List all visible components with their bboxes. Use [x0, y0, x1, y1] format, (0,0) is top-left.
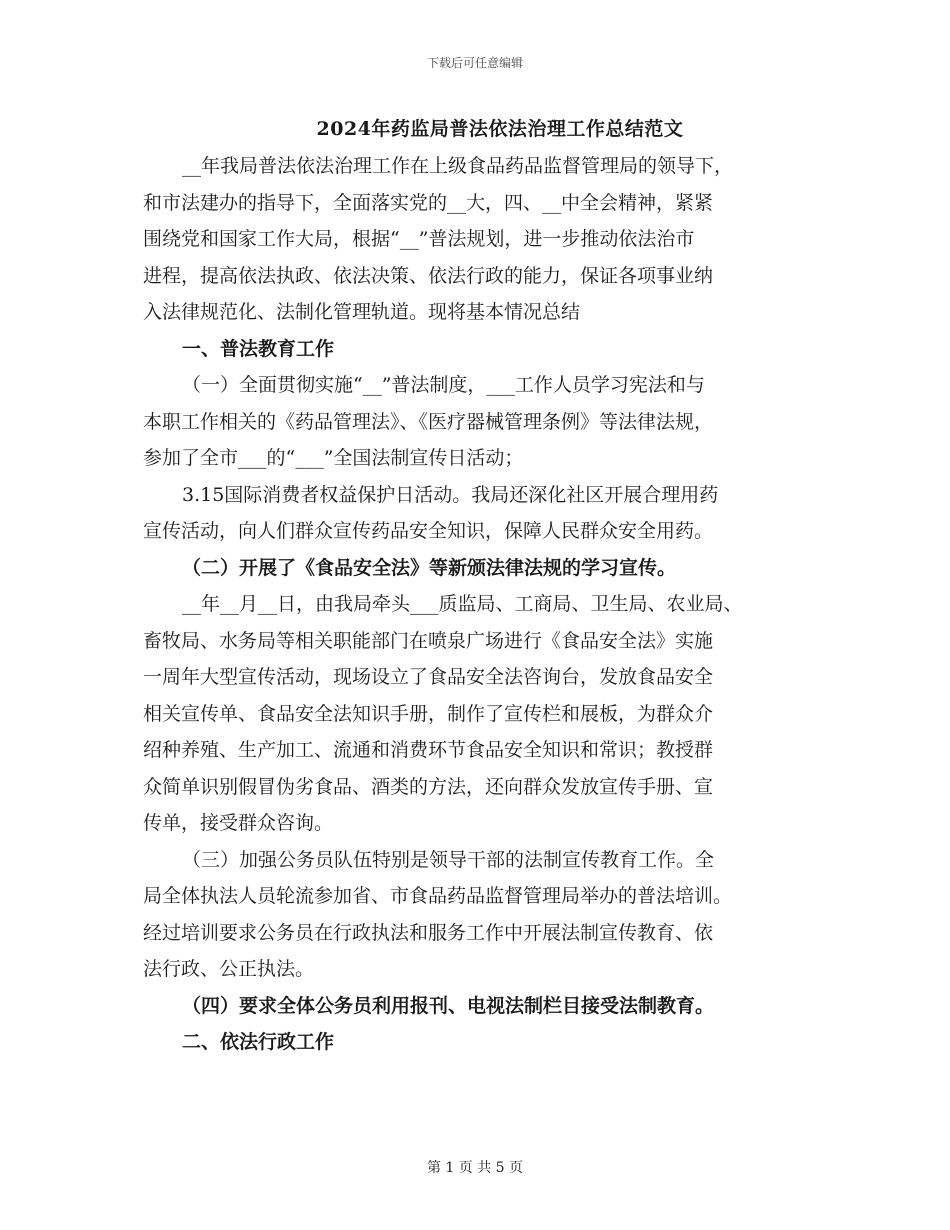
page-footer: 第 1 页 共 5 页	[426, 1160, 524, 1176]
paragraph-line: 本职工作相关的《药品管理法》、《医疗器械管理条例》等法律法规，	[143, 410, 714, 433]
paragraph-line: 传单，接受群众咨询。	[143, 812, 334, 834]
paragraph-line: 绍种养殖、生产加工、流通和消费环节食品安全知识和常识；教授群	[143, 739, 714, 761]
paragraph-line: 3.15国际消费者权益保护日活动。我局还深化社区开展合理用药	[182, 483, 719, 506]
subsection-heading: （四）要求全体公务员利用报刊、电视法制栏目接受法制教育。	[182, 994, 715, 1017]
paragraph-line: 宣传活动，向人们群众宣传药品安全知识，保障人民群众安全用药。	[143, 520, 714, 542]
subsection-heading: （二）开展了《食品安全法》等新颁法律法规的学习宣传。	[182, 556, 677, 579]
paragraph-line: （一）全面贯彻实施“__”普法制度，___工作人员学习宪法和与	[182, 374, 705, 396]
document-body	[143, 148, 811, 1061]
paragraph-line: 参加了全市___的“___”全国法制宣传日活动；	[143, 447, 524, 469]
header-note: 下载后可任意编辑	[426, 56, 523, 70]
paragraph-line: 法行政、公正执法。	[143, 958, 315, 980]
paragraph-line: __年__月__日，由我局牵头___质监局、工商局、卫生局、农业局、	[182, 593, 743, 615]
paragraph-line: 和市法建办的指导下，全面落实党的__大，四、__中全会精神，紧紧	[143, 191, 714, 214]
paragraph-line: 入法律规范化、法制化管理轨道。现将基本情况总结	[143, 301, 581, 323]
paragraph-line: 畜牧局、水务局等相关职能部门在喷泉广场进行《食品安全法》实施	[143, 629, 714, 652]
paragraph-line: 局全体执法人员轮流参加省、市食品药品监督管理局举办的普法培训。	[143, 885, 733, 907]
paragraph-line: 进程，提高依法执政、依法决策、依法行政的能力，保证各项事业纳	[143, 264, 714, 287]
section-heading: 一、普法教育工作	[182, 337, 335, 360]
paragraph-line: 围绕党和国家工作大局，根据“__”普法规划，进一步推动依法治市	[143, 228, 695, 250]
section-heading: 二、依法行政工作	[182, 1031, 335, 1053]
paragraph-line: 众简单识别假冒伪劣食品、酒类的方法，还向群众发放宣传手册、宣	[143, 775, 714, 798]
document-title: 2024年药监局普法依法治理工作总结范文	[316, 118, 684, 140]
paragraph-line: 相关宣传单、食品安全法知识手册，制作了宣传栏和展板，为群众介	[143, 702, 714, 725]
paragraph-line: __年我局普法依法治理工作在上级食品药品监督管理局的领导下，	[182, 155, 734, 177]
paragraph-line: （三）加强公务员队伍特别是领导干部的法制宣传教育工作。全	[182, 848, 715, 871]
paragraph-line: 经过培训要求公务员在行政执法和服务工作中开展法制宣传教育、依	[143, 921, 714, 944]
paragraph-line: 一周年大型宣传活动，现场设立了食品安全法咨询台，发放食品安全	[143, 666, 714, 688]
